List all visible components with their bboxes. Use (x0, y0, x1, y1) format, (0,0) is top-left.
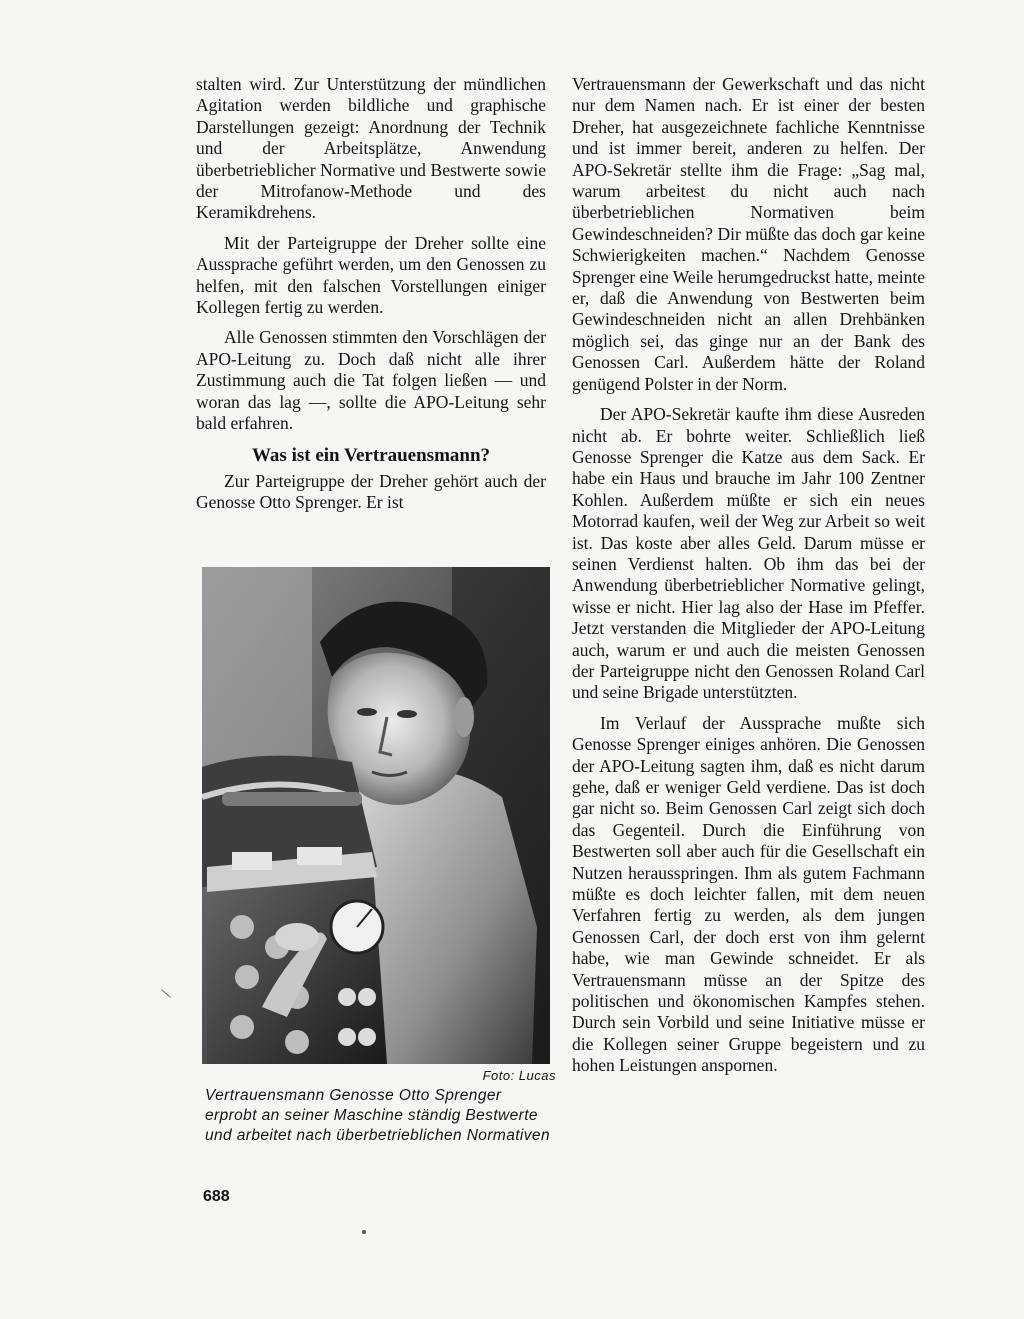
left-paragraph-2: Mit der Parteigruppe der Dreher sollte eine Aussprache geführt werden, um den Genossen zu helfen, mit den falschen Vorstellungen einiger Kollegen fertig zu werden. (196, 232, 546, 318)
right-paragraph-3: Im Verlauf der Aussprache mußte sich Genosse Sprenger einiges anhören. Die Genossen der APO-Leitung sagten ihm, daß es nicht darum gehe, daß er weniger Geld verdiene. Das ist doch gar nicht so. Beim Genossen Carl zeigt sich doch das Gegenteil. Durch die Einführung von Bestwerten soll aber auch für die Gesellschaft ein Nutzen herausspringen. Ihm als gutem Fachmann müßte es doch leichter fallen, mit dem neuen Verfahren fertig zu werden, als dem jungen Genossen Carl, der doch erst von ihm gelernt habe, wie man Gewinde schneidet. Er als Vertrauensmann müsse an der Spitze des politischen und ökonomischen Kampfes stehen. Durch sein Vorbild und seine Initiative müsse er die Kollegen seiner Gruppe begeistern und zu hohen Leistungen anspornen. (572, 712, 925, 1076)
left-paragraph-4: Zur Parteigruppe der Dreher gehört auch der Genosse Otto Sprenger. Er ist (196, 470, 546, 512)
left-column (196, 74, 546, 522)
photo-caption: Vertrauensmann Genosse Otto Sprenger erprobt an seiner Maschine ständig Bestwerte und arbeitet nach überbetrieblichen Normativen (205, 1087, 550, 1144)
ink-speck (161, 989, 171, 997)
page-number: 688 (203, 1188, 230, 1205)
ink-speck (362, 1230, 366, 1234)
photo-image (202, 567, 550, 1064)
left-paragraph-1: stalten wird. Zur Unterstützung der mündlichen Agitation werden bildliche und graphische Darstellungen gezeigt: Anordnung der Technik und der Arbeitsplätze, Anwendung überbetrieblicher Normative und Bestwerte sowie der Mitrofanow-Methode und des Keramikdrehens. (196, 74, 546, 223)
section-heading: Was ist ein Vertrauensmann? (251, 444, 491, 466)
photo-credit: Foto: Lucas (482, 1068, 556, 1083)
right-paragraph-2: Der APO-Sekretär kaufte ihm diese Ausreden nicht ab. Er bohrte weiter. Schließlich ließ Genosse Sprenger die Katze aus dem Sack. Er habe ein Haus und brauche im Jahr 100 Zentner Kohlen. Außerdem müßte er sich ein neues Motorrad kaufen, weil der Weg zur Arbeit so weit ist. Das koste aber alles Geld. Darum müsse er seinen Verdienst halten. Ob ihm das bei der Anwendung überbetrieblicher Normative gelingt, wisse er nicht. Hier lag also der Hase im Pfeffer. Jetzt verstanden die Mitglieder der APO-Leitung auch, warum er und auch die meisten Genossen der Parteigruppe nicht den Genossen Roland Carl und seine Brigade unterstützten. (572, 404, 925, 703)
photo (202, 567, 550, 1064)
right-column (572, 74, 925, 1086)
left-paragraph-3: Alle Genossen stimmten den Vorschlägen der APO-Leitung zu. Doch daß nicht alle ihrer Zustimmung auch die Tat folgen ließen — und woran das lag —, sollte die APO-Leitung sehr bald erfahren. (196, 327, 546, 434)
right-paragraph-1: Vertrauensmann der Gewerkschaft und das nicht nur dem Namen nach. Er ist einer der besten Dreher, hat ausgezeichnete fachliche Kenntnisse und ist immer bereit, anderen zu helfen. Der APO-Sekretär stellte ihm die Frage: „Sag mal, warum arbeitest du nicht auch nach überbetrieblichen Normativen beim Gewindeschneiden? Dir müßte das doch gar keine Schwierigkeiten machen.“ Nachdem Genosse Sprenger eine Weile herumgedruckst hatte, meinte er, daß die Anwendung von Bestwerten beim Gewindeschneiden nicht an allen Drehbänken möglich sei, das ginge nur an der Bank des Genossen Carl. Außerdem hätte der Roland genügend Polster in der Norm. (572, 74, 925, 394)
